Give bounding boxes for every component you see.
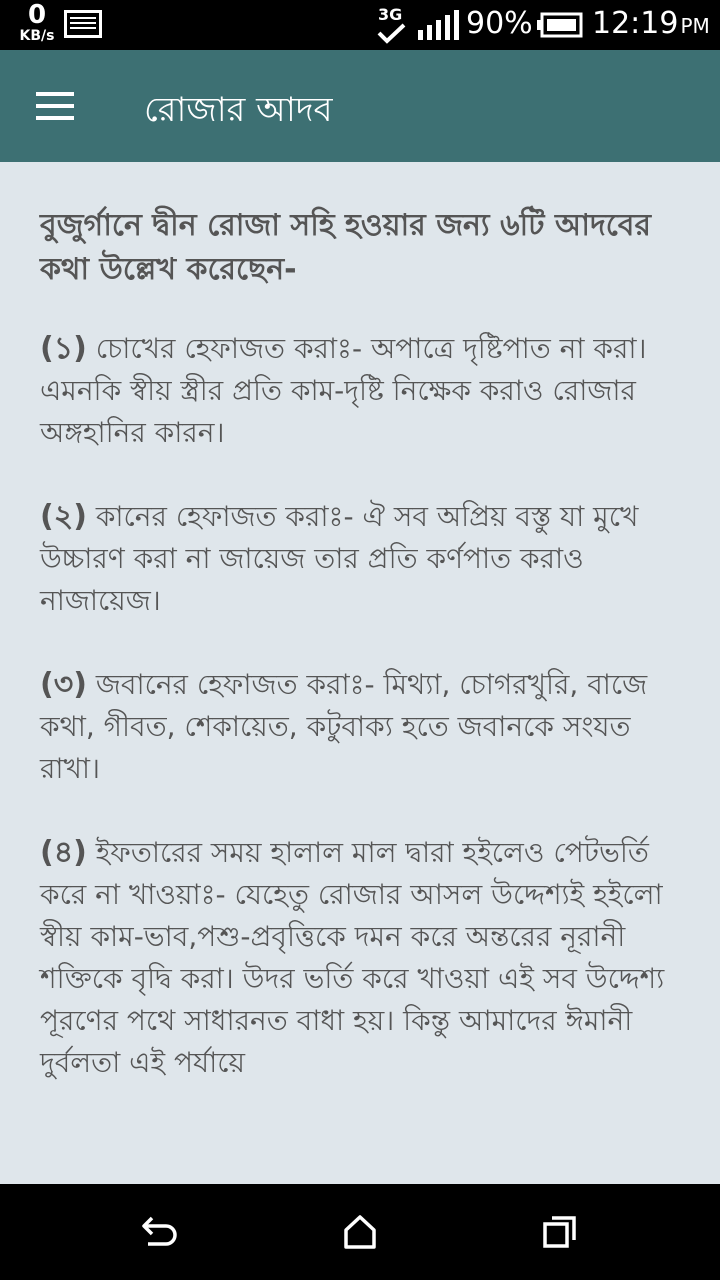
network-type-label: 3G: [378, 5, 403, 24]
article-paragraph-3: [40, 664, 682, 790]
article-content[interactable]: [0, 162, 720, 1184]
paragraph-text: ইফতারের সময় হালাল মাল দ্বারা হইলেও পেটভর্তি করে না খাওয়াঃ- যেহেতু রোজার আসল উদ্দেশ্যই হইলো স্বীয় কাম-ভাব,পশু-প্রবৃত্তিকে দমন করে অন্তরের নূরানী শক্তিকে বৃদ্বি করা। উদর ভর্তি করে খাওয়া এই সব উদ্দেশ্য পূরণের পথে সাধারনত বাধা হয়। কিন্তু আমাদের ঈমানী দুর্বলতা এই পর্যায়ে: [40, 836, 665, 1079]
signal-strength-icon: [418, 10, 462, 40]
article-paragraph-2: [40, 496, 682, 622]
network-speed-value: 0: [27, 0, 47, 30]
paragraph-number: (২): [40, 499, 87, 534]
recent-apps-icon[interactable]: [542, 1214, 578, 1250]
hamburger-menu-icon[interactable]: [36, 90, 76, 122]
back-icon[interactable]: [140, 1214, 180, 1250]
page-title: রোজার আদব: [144, 90, 333, 130]
network-speed-unit: KB/s: [19, 28, 55, 44]
article-paragraph-4: [40, 832, 682, 1084]
app-bar: [0, 50, 720, 162]
article-paragraph-1: [40, 328, 682, 454]
home-icon[interactable]: [342, 1214, 378, 1250]
network-speed-indicator: [12, 2, 62, 43]
network-type-icon: [374, 3, 410, 47]
gallery-notification-icon: [64, 10, 102, 38]
paragraph-number: (৩): [40, 667, 87, 702]
paragraph-text: জবানের হেফাজত করাঃ- মিথ্যা, চোগরখুরি, বাজে কথা, গীবত, শেকায়েত, কটুবাক্য হতে জবানকে সংযত রাখা।: [40, 668, 648, 785]
battery-percentage: 90%: [466, 6, 533, 41]
clock-time: 12:19: [592, 6, 679, 41]
paragraph-number: (৪): [40, 835, 87, 870]
status-clock: [592, 6, 710, 41]
intro-heading: বুজুর্গানে দ্বীন রোজা সহি হওয়ার জন্য ৬টি আদবের কথা উল্লেখ করেছেন-: [40, 208, 651, 287]
clock-ampm: PM: [680, 14, 710, 38]
paragraph-text: কানের হেফাজত করাঃ- ঐ সব অপ্রিয় বস্তু যা মুখে উচ্চারণ করা না জায়েজ তার প্রতি কর্ণপাত করাও নাজায়েজ।: [40, 500, 639, 617]
status-bar: [0, 0, 720, 50]
battery-icon: [535, 12, 583, 38]
system-navigation-bar: [0, 1184, 720, 1280]
paragraph-number: (১): [40, 331, 87, 366]
paragraph-text: চোখের হেফাজত করাঃ- অপাত্রে দৃষ্টিপাত না করা। এমনকি স্বীয় স্ত্রীর প্রতি কাম-দৃষ্টি নিক্ষেক করাও রোজার অঙ্গহানির কারন।: [40, 332, 647, 449]
